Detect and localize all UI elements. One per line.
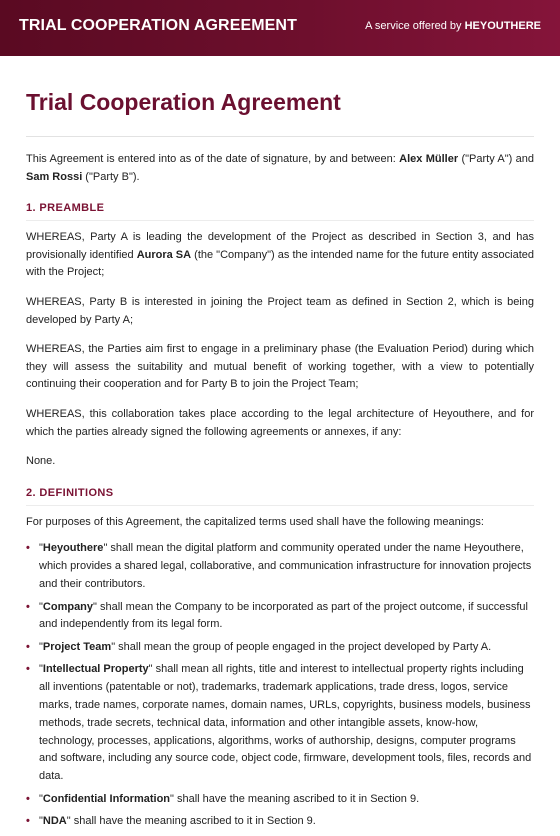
intro-text: ("Party A") and xyxy=(458,153,535,165)
bullet-icon: • xyxy=(26,542,30,555)
list-item: • "NDA" shall have the meaning ascribed to it in Section 9. xyxy=(26,813,534,831)
preamble-paragraph: WHEREAS, Party B is interested in joining the Project team as defined in Section 2, which is being developed by Party A; xyxy=(26,295,534,326)
service-credit-prefix: A service offered by xyxy=(365,20,465,32)
definition-term: Heyouthere xyxy=(42,542,104,555)
document-body xyxy=(26,88,534,836)
section-heading-preamble: 1. PREAMBLE xyxy=(26,201,534,221)
definitions-list xyxy=(26,540,534,831)
definition-term: Intellectual Property xyxy=(42,663,149,676)
definition-text: " shall mean the digital platform and community operated under the name Heyouthere, which provides a shared legal, collaborative, and communication infrastructure for innovation projects and their contributors. xyxy=(39,542,532,590)
company-name: Aurora SA xyxy=(136,248,192,261)
service-brand: HEYOUTHERE xyxy=(464,20,541,32)
definition-text: " shall mean all rights, title and interest to intellectual property rights including all inventions (patentable or not), trademarks, trademark applications, trade dress, logos, service marks, trade names, corporate names, domain names, URLs, copyrights, business models, business methods, trade secrets, technical data, information and other intangible assets, know-how, technology, processes, applications, algorithms, works of authorship, designs, computer programs and software, including any source code, object code, firmware, development tools, files, records and data. xyxy=(39,663,532,783)
definition-term: Company xyxy=(42,600,94,613)
intro-text: ("Party B"). xyxy=(82,170,140,183)
list-item: • "Company" shall mean the Company to be incorporated as part of the project outcome, if successful and independently from its legal form. xyxy=(26,600,528,631)
service-credit xyxy=(365,20,541,32)
list-item: • "Confidential Information" shall have the meaning ascribed to it in Section 9. xyxy=(26,791,534,809)
definition-term: Confidential Information xyxy=(42,792,171,805)
list-item: • "Intellectual Property" shall mean all rights, title and interest to intellectual property rights including all inventions (patentable or not), trademarks, trademark applications, trade dress, logos, service marks, trade names, corporate names, domain names, URLs, copyrights, business models, business methods, trade secrets, technical data, information and other intangible assets, know-how, technology, processes, applications, algorithms, works of authorship, designs, computer programs and software, including any source code, object code, firmware, development tools, files, records and data. xyxy=(26,663,532,783)
definition-text: " shall mean the Company to be incorporated as part of the project outcome, if successful and independently from its legal form. xyxy=(39,600,528,631)
definition-text: " shall have the meaning ascribed to it in Section 9. xyxy=(66,815,316,828)
intro-text: This Agreement is entered into as of the date of signature, by and between: xyxy=(26,153,400,165)
definitions-intro: For purposes of this Agreement, the capitalized terms used shall have the following meanings: xyxy=(26,515,484,528)
preamble-paragraph: WHEREAS, the Parties aim first to engage in a preliminary phase (the Evaluation Period) during which they will assess the suitability and mutual benefit of working together, with a view to potentially continuing their cooperation and for Party B to join the Project Team; xyxy=(26,343,534,391)
party-b-name: Sam Rossi xyxy=(26,170,83,183)
bullet-icon: • xyxy=(26,640,30,653)
bullet-icon: • xyxy=(26,815,30,828)
definition-text: " shall have the meaning ascribed to it in Section 9. xyxy=(170,792,420,805)
intro-paragraph xyxy=(26,151,534,186)
header-title: TRIAL COOPERATION AGREEMENT xyxy=(19,17,297,34)
document-title: Trial Cooperation Agreement xyxy=(26,88,534,137)
bullet-icon: • xyxy=(26,663,30,676)
bullet-icon: • xyxy=(26,600,30,613)
party-a-name: Alex Müller xyxy=(399,153,459,165)
section-heading-definitions: 2. DEFINITIONS xyxy=(26,486,534,506)
preamble-paragraph: WHEREAS, this collaboration takes place according to the legal architecture of Heyouthere, and for which the parties already signed the following agreements or annexes, if any: xyxy=(26,407,534,438)
page-header xyxy=(0,0,560,56)
list-item: • "Heyouthere" shall mean the digital platform and community operated under the name Heyouthere, which provides a shared legal, collaborative, and communication infrastructure for innovation projects and their contributors. xyxy=(26,542,532,590)
preamble-paragraph: None. xyxy=(26,455,56,468)
paragraph-text: WHEREAS, Party A is leading the development of the Project as described in Section 3, and has provisionally identified xyxy=(26,231,534,261)
definition-text: " shall mean the group of people engaged in the project developed by Party A. xyxy=(111,640,492,653)
preamble-paragraph xyxy=(26,229,534,282)
paragraph-text: (the "Company") as the intended name for the future entity associated with the Project; xyxy=(26,248,535,279)
list-item: • "Project Team" shall mean the group of people engaged in the project developed by Party A. xyxy=(26,639,534,657)
definition-term: Project Team xyxy=(42,640,112,653)
definition-term: NDA xyxy=(42,815,67,828)
bullet-icon: • xyxy=(26,792,30,805)
